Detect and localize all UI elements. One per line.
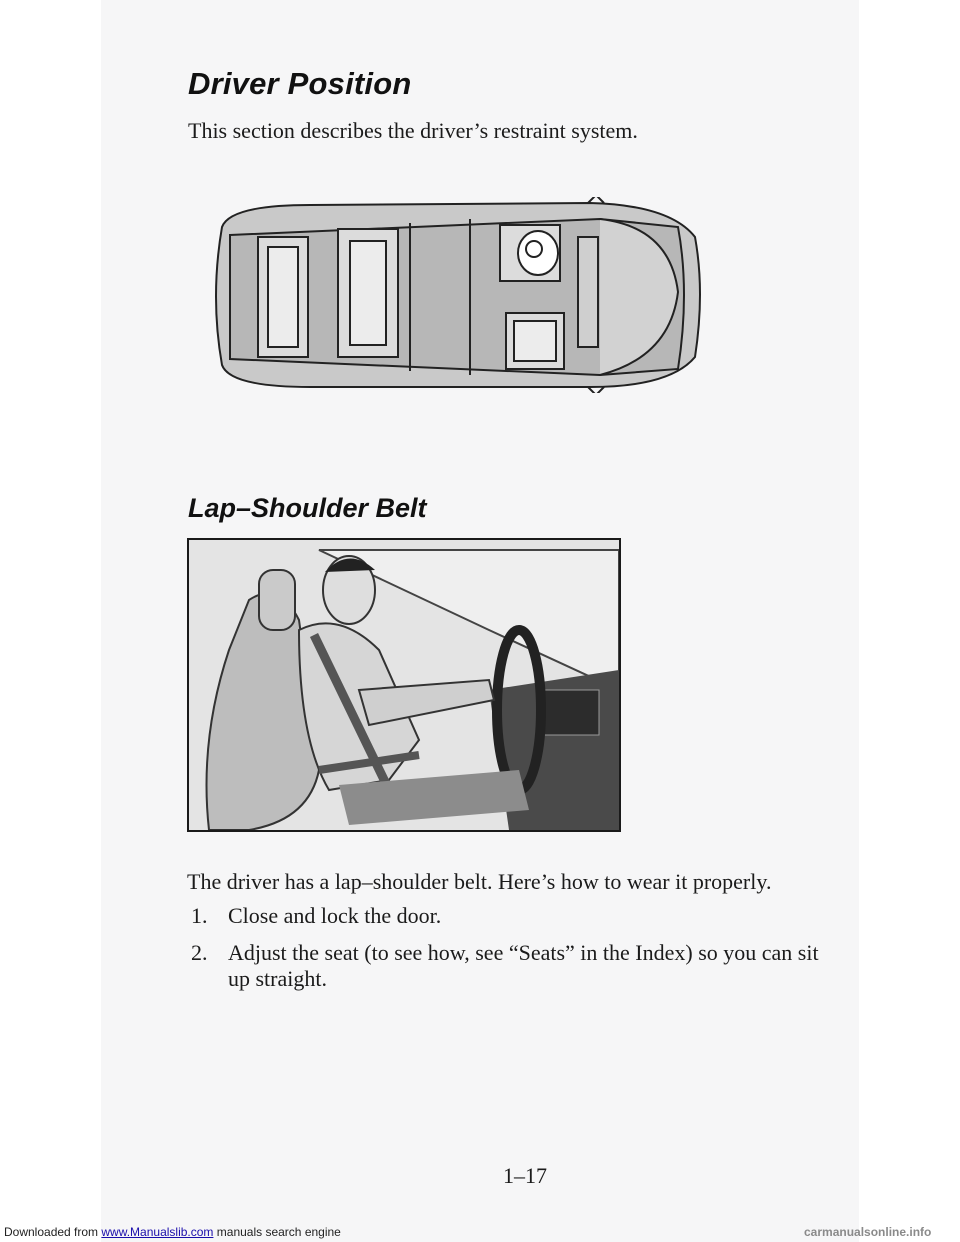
subsection-body: The driver has a lap–shoulder belt. Here’s how to wear it properly.: [187, 869, 772, 894]
step-number: 1.: [191, 903, 208, 928]
list-item: [191, 940, 841, 992]
section-intro: This section describes the driver’s restraint system.: [188, 118, 638, 143]
step-text: Adjust the seat (to see how, see “Seats” in the Index) so you can sit up straight.: [228, 940, 819, 991]
step-number: 2.: [191, 940, 208, 965]
step-text: Close and lock the door.: [228, 903, 442, 928]
list-item: [191, 903, 841, 929]
page-number: 1–17: [503, 1163, 547, 1188]
driver-seated-belt-illustration: [187, 538, 621, 832]
footer-prefix: Downloaded from: [4, 1225, 102, 1239]
manual-page: [101, 0, 859, 1242]
van-top-view-illustration: [200, 197, 706, 393]
subsection-title: Lap–Shoulder Belt: [188, 493, 427, 523]
manualslib-link[interactable]: www.Manualslib.com: [101, 1225, 214, 1239]
download-footer: [4, 1225, 341, 1239]
steps-list: [191, 903, 841, 1003]
watermark: carmanualsonline.info: [804, 1225, 932, 1239]
section-title: Driver Position: [188, 66, 412, 101]
footer-suffix: manuals search engine: [213, 1225, 341, 1239]
